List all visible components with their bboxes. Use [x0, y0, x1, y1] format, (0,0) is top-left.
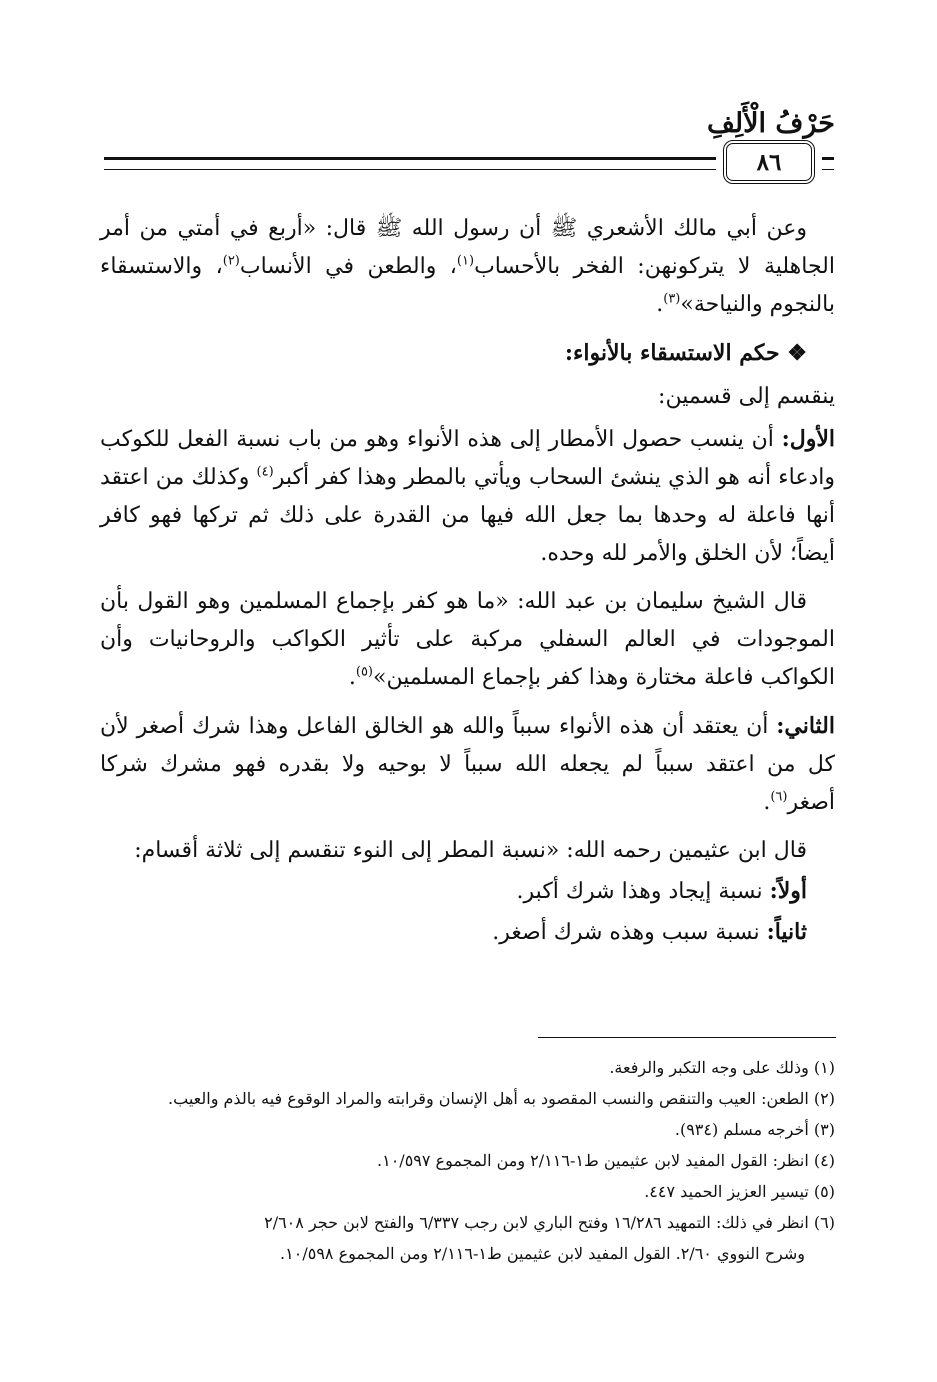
hadith-text-c: ، والاستسقاء بالنجوم والنياحة»: [100, 254, 835, 317]
second-type-end: .: [763, 790, 771, 815]
paragraph-quote-uthaymin: قال ابن عثيمين رحمه الله: «نسبة المطر إلى النوء تنقسم إلى ثلاثة أقسام:: [134, 838, 807, 863]
hadith-text-end: .: [656, 292, 664, 317]
footnote-3: (٣) أخرجه مسلم (٩٣٤).: [674, 1120, 835, 1139]
second-category-text: نسبة سبب وهذه شرك أصغر.: [492, 920, 767, 945]
quote-sulayman-end: .: [348, 665, 356, 690]
quote-sulayman-text: قال الشيخ سليمان بن عبد الله: «ما هو كفر بإجماع المسلمين وهو القول بأن الموجودات في العالم السفلي مركبة على تأثير الكواكب والروحانيات وأن الكواكب فاعلة مختارة وهذا كفر بإجماع المسلمين»: [100, 589, 835, 690]
footnote-1: (١) وذلك على وجه التكبر والرفعة.: [609, 1058, 835, 1077]
paragraph-first-type: [100, 420, 835, 573]
paragraph-division: ينقسم إلى قسمين:: [658, 384, 835, 409]
section-heading: ❖ حكم الاستسقاء بالأنواء:: [564, 340, 807, 366]
footnote-6: (٦) انظر في ذلك: التمهيد ١٦/٢٨٦ وفتح الباري لابن رجب ٦/٣٣٧ والفتح لابن حجر ٢/٦٠٨: [264, 1213, 835, 1232]
header-rule: [104, 157, 716, 170]
footnote-ref-1[interactable]: (١): [456, 253, 475, 269]
second-category-label: ثانياً:: [766, 919, 807, 945]
footnote-2: (٢) الطعن: العيب والتنقص والنسب المقصود به أهل الإنسان وقرابته والمراد الوقوع فيه بالذم والعيب.: [168, 1089, 835, 1108]
footnotes: [100, 1052, 835, 1269]
main-text: [100, 210, 835, 962]
footnote-ref-4[interactable]: (٤): [256, 464, 274, 480]
hadith-text-b: ، والطعن في الأنساب: [239, 254, 457, 279]
paragraph-second-type: [100, 707, 835, 822]
running-title: حَرْفُ الْأَلِفِ: [706, 108, 835, 139]
footnote-divider: [538, 1037, 836, 1038]
first-category-text: نسبة إيجاد وهذا شرك أكبر.: [516, 879, 770, 904]
footnote-ref-2[interactable]: (٢): [222, 253, 240, 269]
page-number: [723, 140, 815, 184]
footnote-6-continued: وشرح النووي ٢/٦٠. القول المفيد لابن عثيمين ط١-٢/١١٦ ومن المجموع ١٠/٥٩٨.: [280, 1244, 805, 1263]
hadith-text: وعن أبي مالك الأشعري ﷺ أن رسول الله ﷺ قال: «أربع في أمتي من أمر الجاهلية لا يتركونهن: الفخر بالأحساب: [100, 216, 835, 279]
footnote-5: (٥) تيسير العزيز الحميد ٤٤٧.: [644, 1182, 835, 1201]
first-type-label: الأول:: [781, 426, 835, 452]
footnote-ref-5[interactable]: (٥): [355, 664, 373, 680]
paragraph-second-category: [100, 913, 835, 952]
first-type-text: أن ينسب حصول الأمطار إلى هذه الأنواء وهو من باب نسبة الفعل للكوكب وادعاء أنه هو الذي ينشئ السحاب ويأتي بالمطر وهذا كفر أكبر: [100, 427, 835, 490]
footnote-4: (٤) انظر: القول المفيد لابن عثيمين ط١-٢/١١٦ ومن المجموع ١٠/٥٩٧.: [377, 1151, 835, 1170]
first-category-label: أولاً:: [769, 878, 807, 904]
page-number-text: ٨٦: [756, 148, 782, 176]
header-rule-right: [822, 157, 834, 170]
second-type-text: أن يعتقد أن هذه الأنواء سبباً والله هو الخالق الفاعل وهذا شرك أصغر لأن كل من اعتقد سبباً لم يجعله الله سبباً لا بوحيه ولا بقدره فهو مشرك شركا أصغر: [100, 714, 835, 815]
second-type-label: الثاني:: [776, 713, 835, 739]
paragraph-quote-sulayman: [100, 583, 835, 697]
paragraph-first-category: [100, 872, 835, 911]
footnote-ref-3[interactable]: (٣): [663, 291, 681, 307]
first-type-text-b: وكذلك من اعتقد أنها فاعلة له وحدها بما جعل الله فيها من القدرة على ذلك ثم تركها فهو كافر أيضاً؛ لأن الخلق والأمر لله وحده.: [100, 465, 835, 566]
footnote-ref-6[interactable]: (٦): [770, 789, 788, 805]
paragraph-hadith: [100, 210, 835, 324]
